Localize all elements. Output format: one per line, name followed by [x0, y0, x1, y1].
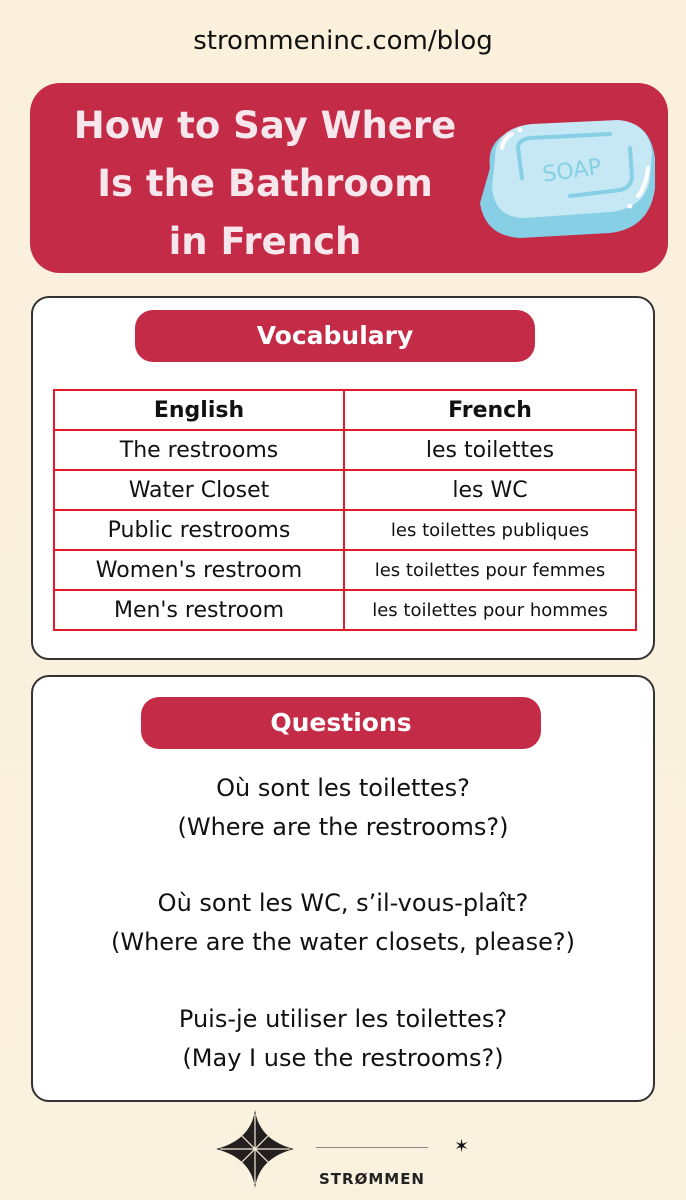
english-cell: Women's restroom [54, 550, 344, 590]
table-row [54, 590, 636, 630]
brand-name: STRØMMEN [319, 1170, 425, 1188]
vocabulary-heading: Vocabulary [135, 310, 535, 362]
english-cell: The restrooms [54, 430, 344, 470]
french-cell: les toilettes publiques [344, 510, 636, 550]
french-cell: les WC [344, 470, 636, 510]
questions-heading: Questions [141, 697, 541, 749]
question-english: (May I use the restrooms?) [182, 1044, 504, 1072]
vocabulary-card [31, 296, 655, 660]
svg-text:SOAP: SOAP [541, 154, 604, 188]
column-header-french: French [344, 390, 636, 430]
table-header-row [54, 390, 636, 430]
table-row [54, 510, 636, 550]
title-line-3: in French [168, 220, 362, 263]
question-french: Où sont les WC, s’il-vous-plaît? [157, 889, 529, 917]
question-item [33, 769, 653, 847]
question-french: Puis-je utiliser les toilettes? [178, 1005, 508, 1033]
star-logo-icon [216, 1110, 294, 1188]
table-row [54, 550, 636, 590]
title-line-2: Is the Bathroom [97, 162, 433, 205]
english-cell: Water Closet [54, 470, 344, 510]
table-row [54, 430, 636, 470]
english-cell: Public restrooms [54, 510, 344, 550]
question-item [33, 1000, 653, 1078]
question-french: Où sont les toilettes? [216, 774, 470, 802]
vocabulary-table [53, 389, 637, 631]
page-title [70, 97, 460, 271]
table-row [54, 470, 636, 510]
french-cell: les toilettes pour hommes [344, 590, 636, 630]
footer-divider [316, 1147, 428, 1148]
questions-card [31, 675, 655, 1102]
question-english: (Where are the water closets, please?) [110, 928, 575, 956]
french-cell: les toilettes pour femmes [344, 550, 636, 590]
question-english: (Where are the restrooms?) [177, 813, 509, 841]
column-header-english: English [54, 390, 344, 430]
title-line-1: How to Say Where [73, 104, 457, 147]
english-cell: Men's restroom [54, 590, 344, 630]
soap-icon [470, 108, 660, 248]
site-url: strommeninc.com/blog [193, 26, 493, 56]
hero-banner [30, 83, 668, 273]
small-star-icon: ✶ [454, 1136, 470, 1157]
question-item [33, 884, 653, 962]
french-cell: les toilettes [344, 430, 636, 470]
